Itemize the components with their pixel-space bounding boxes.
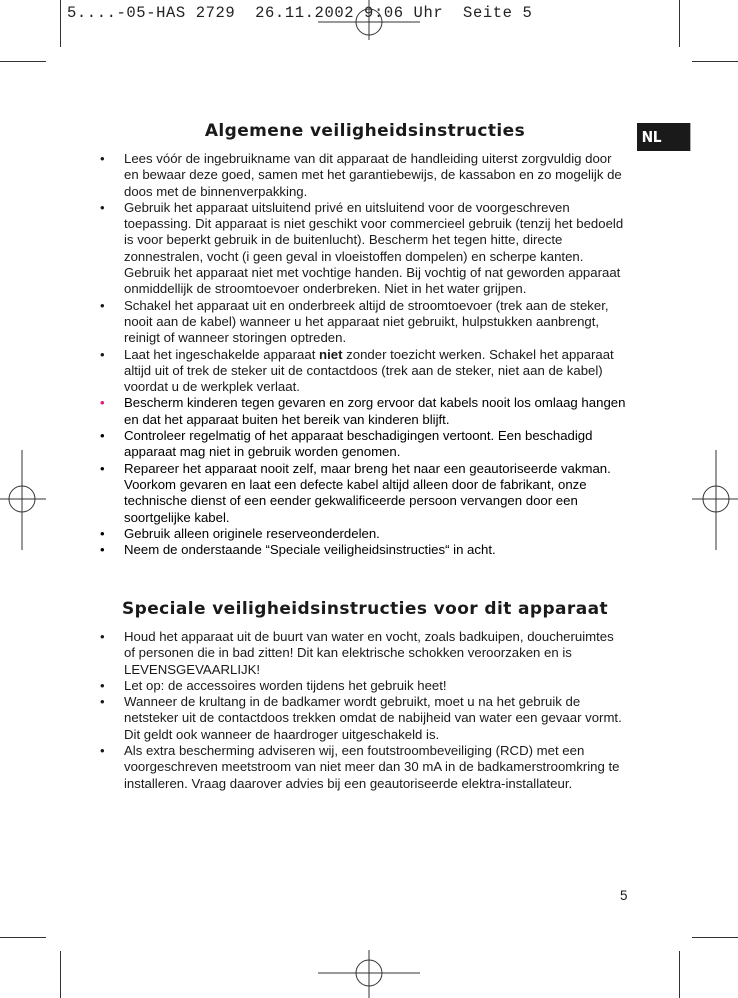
special-instructions-list — [100, 629, 627, 792]
registration-mark-bottom — [318, 950, 420, 998]
registration-mark-left — [0, 450, 46, 550]
registration-mark-top — [318, 0, 420, 40]
list-item — [100, 526, 627, 542]
list-item — [100, 678, 627, 694]
language-tab: NL — [637, 123, 690, 151]
bullet: • — [100, 346, 105, 362]
list-item-text: Repareer het apparaat nooit zelf, maar breng het naar een geautoriseerde vakman. Voorkom gevaren en laat een defecte kabel altijd alleen door de fabrikant, onze technische dienst of een eender gekwalificeerde persoon vervangen door een soortgelijke kabel. — [124, 460, 611, 525]
bullet: • — [100, 542, 105, 558]
list-item — [100, 461, 627, 526]
section-heading-special: Speciale veiligheidsinstructies voor dit apparaat — [122, 599, 608, 619]
print-slug: 5....-05-HAS 2729 26.11.2002 9:06 Uhr Seite 5 — [67, 4, 533, 22]
list-item-text: Houd het apparaat uit de buurt van water en vocht, zoals badkuipen, doucheruimtes of personen die in bad zitten! Dit kan elektrische schokken veroorzaken en is LEVENSGEVAARLIJK! — [124, 629, 614, 677]
bullet: • — [100, 525, 105, 541]
list-item-text: Controleer regelmatig of het apparaat beschadigingen vertoont. Een beschadigd apparaat mag niet in gebruik worden genomen. — [124, 428, 593, 460]
list-item — [100, 629, 627, 678]
list-item — [100, 298, 627, 347]
bullet: • — [100, 297, 105, 313]
crop-mark — [0, 937, 46, 938]
bullet: • — [100, 743, 105, 759]
bullet: • — [100, 694, 105, 710]
list-item — [100, 200, 627, 298]
bullet: • — [100, 677, 105, 693]
list-item-text: Schakel het apparaat uit en onderbreek altijd de stroomtoevoer (trek aan de steker, nooit aan de kabel) wanneer u het apparaat niet gebruikt, hulpstukken aanbrengt, reinigt of wanneer storingen optreden. — [124, 297, 609, 346]
bullet: • — [100, 629, 105, 644]
list-item-text: zonder toezicht werken. Schakel het apparaat altijd uit of trek de steker uit de contactdoos (trek aan de steker, niet aan de kabel) voordat u de werkplek verlaat. — [124, 346, 614, 395]
list-item-text: Bescherm kinderen tegen gevaren en zorg ervoor dat kabels nooit los omlaag hangen en dat het apparaat buiten het bereik van kinderen blijft. — [124, 395, 626, 427]
page-number: 5 — [620, 888, 628, 903]
list-item — [100, 395, 627, 428]
highlight-bullet: • — [100, 395, 105, 411]
bullet: • — [100, 151, 105, 166]
list-item-text: Lees vóór de ingebruikname van dit apparaat de handleiding uiterst zorgvuldig door en bewaar deze goed, samen met het garantiebewijs, de kassabon en zo mogelijk de doos met de binnenverpakking. — [124, 151, 622, 199]
registration-mark-right — [692, 450, 738, 550]
crop-mark — [692, 61, 738, 62]
crop-mark — [679, 951, 680, 998]
list-item-text: Wanneer de krultang in de badkamer wordt gebruikt, moet u na het gebruik de netsteker uit de contactdoos trekken omdat de nabijheid van water een gevaar vormt. Dit geldt ook wanneer de haardroger uitgeschakeld is. — [124, 694, 622, 742]
list-item — [100, 743, 627, 792]
crop-mark — [60, 951, 61, 998]
list-item — [100, 694, 627, 743]
general-instructions-list — [100, 151, 627, 558]
list-item-text: Gebruik alleen originele reserveonderdelen. — [124, 525, 380, 541]
crop-mark — [679, 0, 680, 47]
list-item — [100, 347, 627, 396]
list-item-text: Als extra bescherming adviseren wij, een foutstroombeveiliging (RCD) met een voorgeschreven meetstroom van niet meer dan 30 mA in de badkamerstroomkring te installeren. Vraag daarover advies bij een geautoriseerde elektra-installateur. — [124, 743, 620, 791]
bullet: • — [100, 428, 105, 444]
emphasis-text: niet — [319, 346, 343, 362]
bullet: • — [100, 460, 105, 476]
bullet: • — [100, 199, 105, 215]
list-item — [100, 151, 627, 200]
list-item — [100, 428, 627, 461]
crop-mark — [60, 0, 61, 47]
list-item-text: Let op: de accessoires worden tijdens het gebruik heet! — [124, 677, 447, 693]
list-item-text: Laat het ingeschakelde apparaat — [124, 346, 320, 362]
list-item-text: Neem de onderstaande “Speciale veiligheidsinstructies“ in acht. — [124, 542, 496, 558]
section-heading-general: Algemene veiligheidsinstructies — [204, 121, 526, 141]
list-item — [100, 542, 627, 558]
crop-mark — [692, 937, 738, 938]
list-item-text: Gebruik het apparaat uitsluitend privé en uitsluitend voor de voorgeschreven toepassing. Dit apparaat is niet geschikt voor commercieel gebruik (tenzij het bedoeld is voor beperkt gebruik in de buitenlucht). Bescherm het tegen hitte, directe zonnestralen, vocht (i geen geval in vloeistoffen dompelen) en scherpe kanten. Gebruik het apparaat niet met vochtige handen. Bij vochtig of nat geworden apparaat onmiddellijk de stroomtoevoer onderbreken. Niet in het water grijpen. — [124, 199, 624, 297]
crop-mark — [0, 61, 46, 62]
